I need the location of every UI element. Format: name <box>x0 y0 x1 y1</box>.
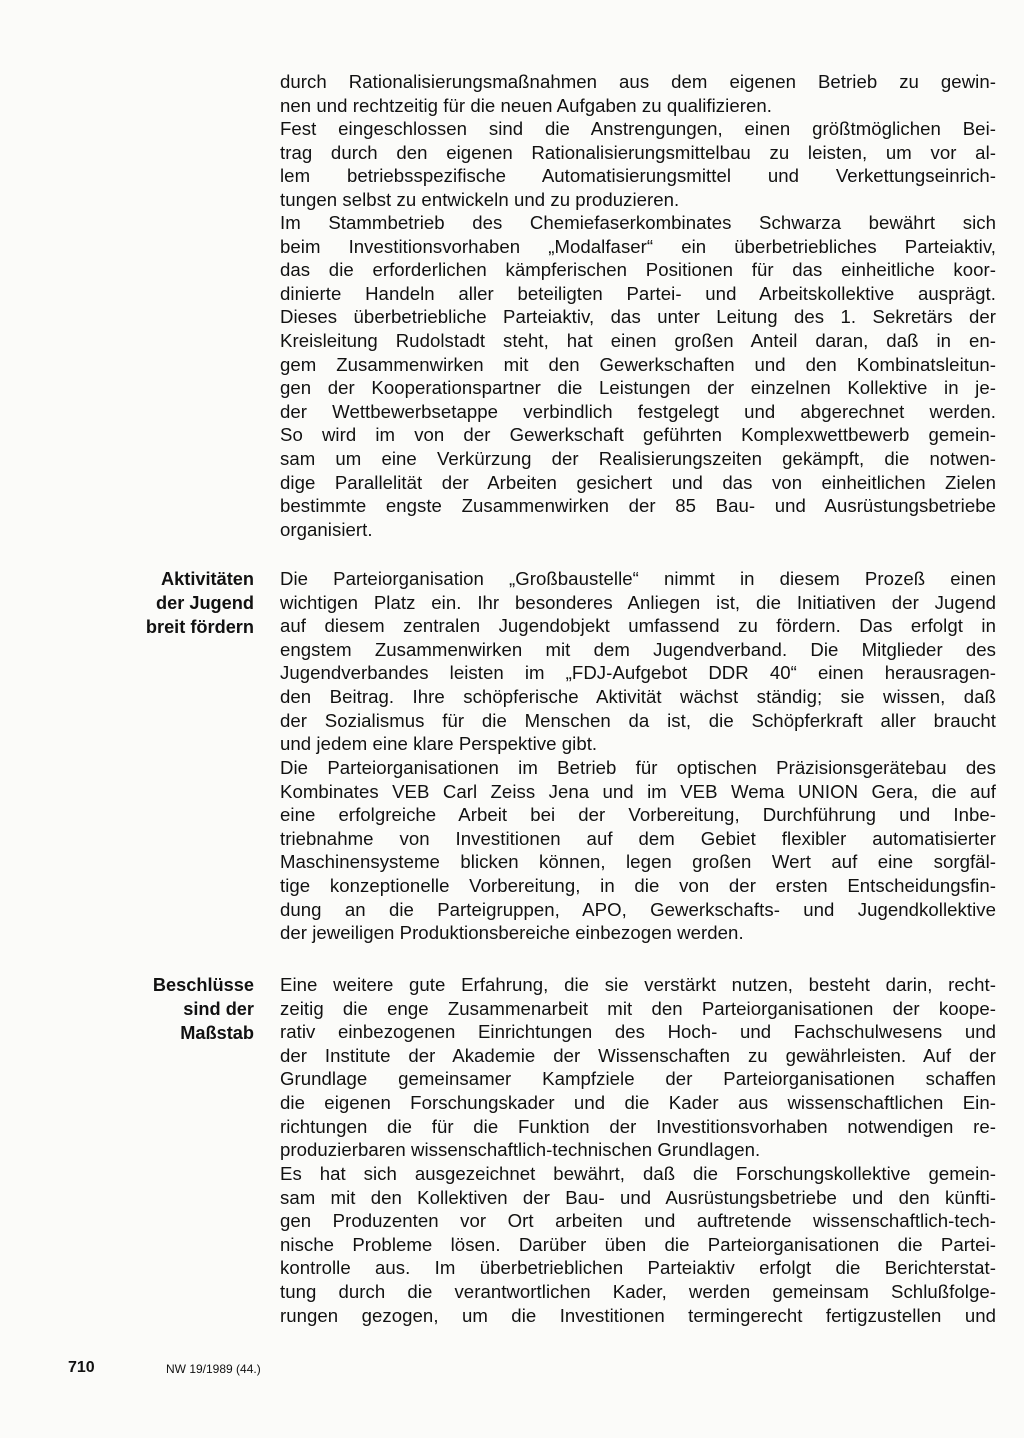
text-line: lem betriebsspezifische Automatisierungsmittel und Verkettungseinrich- <box>280 165 996 187</box>
text-line: Kreisleitung Rudolstadt steht, hat einen großen Anteil daran, daß in en- <box>280 329 996 351</box>
text-line: der Institute der Akademie der Wissenschaften zu gewährleisten. Auf der <box>280 1044 996 1066</box>
text-line: nen und rechtzeitig für die neuen Aufgaben zu qualifizieren. <box>280 94 772 116</box>
paragraph <box>280 70 996 117</box>
text-line: gem Zusammenwirken mit den Gewerkschaften und den Kombinatsleitun- <box>280 353 996 375</box>
text-line: durch Rationalisierungsmaßnahmen aus dem eigenen Betrieb zu gewin- <box>280 71 996 92</box>
marginal-heading-line: der Jugend <box>155 593 254 613</box>
paragraph <box>280 1162 996 1327</box>
text-line: gen Produzenten vor Ort arbeiten und auftretende wissenschaftlich-tech- <box>280 1210 996 1232</box>
marginal-heading-line: sind der <box>183 999 254 1019</box>
text-line: der Sozialismus für die Menschen da ist, die Schöpferkraft aller braucht <box>280 709 996 731</box>
text-line: Im Stammbetrieb des Chemiefaserkombinates Schwarza bewährt sich <box>280 212 996 233</box>
paragraph <box>280 756 996 945</box>
text-line: Die Parteiorganisation „Großbaustelle“ nimmt in diesem Prozeß einen <box>280 568 996 589</box>
paragraph <box>280 567 996 756</box>
text-line: eine erfolgreiche Arbeit bei der Vorbereitung, Durchführung und Inbe- <box>280 804 996 826</box>
text-line: richtungen die für die Funktion der Investitionsvorhaben notwendigen re- <box>280 1115 996 1137</box>
marginal-heading-line: breit fördern <box>145 617 254 637</box>
text-line: engstem Zusammenwirken mit dem Jugendverband. Die Mitglieder des <box>280 638 996 660</box>
text-line: So wird im von der Gewerkschaft geführten Komplexwettbewerb gemein- <box>280 424 996 446</box>
text-line: bestimmte engste Zusammenwirken der 85 Bau- und Ausrüstungsbetriebe <box>280 495 996 517</box>
text-line: der jeweiligen Produktionsbereiche einbezogen werden. <box>280 922 744 944</box>
text-line: tungen selbst zu entwickeln und zu produzieren. <box>280 188 680 210</box>
text-line: kontrolle aus. Im überbetrieblichen Parteiaktiv erfolgt die Berichterstat- <box>280 1257 996 1279</box>
text-line: tung durch die verantwortlichen Kader, werden gemeinsam Schlußfolge- <box>280 1280 996 1302</box>
text-line: dinierte Handeln aller beteiligten Partei- und Arbeitskollektive ausprägt. <box>280 282 996 304</box>
marginal-heading-line: Beschlüsse <box>152 975 254 995</box>
text-line: das die erforderlichen kämpferischen Positionen für das einheitliche koor- <box>280 259 996 281</box>
paragraph <box>280 117 996 211</box>
text-line: organisiert. <box>280 518 373 540</box>
text-line: Dieses überbetriebliche Parteiaktiv, das unter Leitung des 1. Sekretärs der <box>280 306 996 328</box>
text-line: sam um eine Verkürzung der Realisierungszeiten gekämpft, die notwen- <box>280 447 996 469</box>
text-line: den Beitrag. Ihre schöpferische Aktivität wächst ständig; sie wissen, daß <box>280 685 996 707</box>
marginal-heading <box>94 973 254 1045</box>
text-line: beim Investitionsvorhaben „Modalfaser“ ein überbetriebliches Parteiaktiv, <box>280 235 996 257</box>
text-line: trag durch den eigenen Rationalisierungsmittelbau zu leisten, um vor al- <box>280 141 996 163</box>
paragraph <box>280 973 996 1162</box>
text-line: Kombinates VEB Carl Zeiss Jena und im VEB Wema UNION Gera, die auf <box>280 780 996 802</box>
issue-reference: NW 19/1989 (44.) <box>166 1362 261 1376</box>
text-line: rungen gezogen, um die Investitionen termingerecht fertigzustellen und <box>280 1304 996 1326</box>
paragraph <box>280 211 996 541</box>
marginal-heading-line: Aktivitäten <box>161 569 254 589</box>
text-line: produzierbaren wissenschaftlich-technischen Grundlagen. <box>280 1139 761 1161</box>
text-line: Die Parteiorganisationen im Betrieb für optischen Präzisionsgerätebau des <box>280 757 996 778</box>
text-line: Maschinensysteme blicken können, legen großen Wert auf eine sorgfäl- <box>280 851 996 873</box>
text-line: sam mit den Kollektiven der Bau- und Ausrüstungsbetriebe und den künfti- <box>280 1186 996 1208</box>
text-line: triebnahme von Investitionen auf dem Gebiet flexibler automatisierter <box>280 827 996 849</box>
text-line: die eigenen Forschungskader und die Kader aus wissenschaftlichen Ein- <box>280 1091 996 1113</box>
text-line: gen der Kooperationspartner die Leistungen der einzelnen Kollektive in je- <box>280 377 996 399</box>
text-line: zeitig die enge Zusammenarbeit mit den Parteiorganisationen der koope- <box>280 997 996 1019</box>
text-line: dung an die Parteigruppen, APO, Gewerkschafts- und Jugendkollektive <box>280 898 996 920</box>
text-line: Es hat sich ausgezeichnet bewährt, daß die Forschungskollektive gemein- <box>280 1163 996 1184</box>
page-number: 710 <box>68 1359 95 1376</box>
text-line: Fest eingeschlossen sind die Anstrengungen, einen größtmöglichen Bei- <box>280 118 996 139</box>
marginal-heading <box>94 567 254 639</box>
text-line: der Wettbewerbsetappe verbindlich festgelegt und abgerechnet werden. <box>280 400 996 422</box>
text-line: nische Probleme lösen. Darüber üben die Parteiorganisationen die Partei- <box>280 1233 996 1255</box>
text-line: Eine weitere gute Erfahrung, die sie verstärkt nutzen, besteht darin, recht- <box>280 974 996 995</box>
text-line: Jugendverbandes leisten im „FDJ-Aufgebot DDR 40“ einen herausragen- <box>280 662 996 684</box>
text-line: Grundlage gemeinsamer Kampfziele der Parteiorganisationen schaffen <box>280 1068 996 1090</box>
text-line: tige konzeptionelle Vorbereitung, in die von der ersten Entscheidungsfin- <box>280 874 996 896</box>
text-line: und jedem eine klare Perspektive gibt. <box>280 733 598 755</box>
text-line: dige Parallelität der Arbeiten gesichert und das von einheitlichen Zielen <box>280 471 996 493</box>
text-line: auf diesem zentralen Jugendobjekt umfassend zu fördern. Das erfolgt in <box>280 615 996 637</box>
text-line: rativ einbezogenen Einrichtungen des Hoch- und Fachschulwesens und <box>280 1021 996 1043</box>
text-line: wichtigen Platz ein. Ihr besonderes Anliegen ist, die Initiativen der Jugend <box>280 591 996 613</box>
marginal-heading-line: Maßstab <box>180 1023 254 1043</box>
